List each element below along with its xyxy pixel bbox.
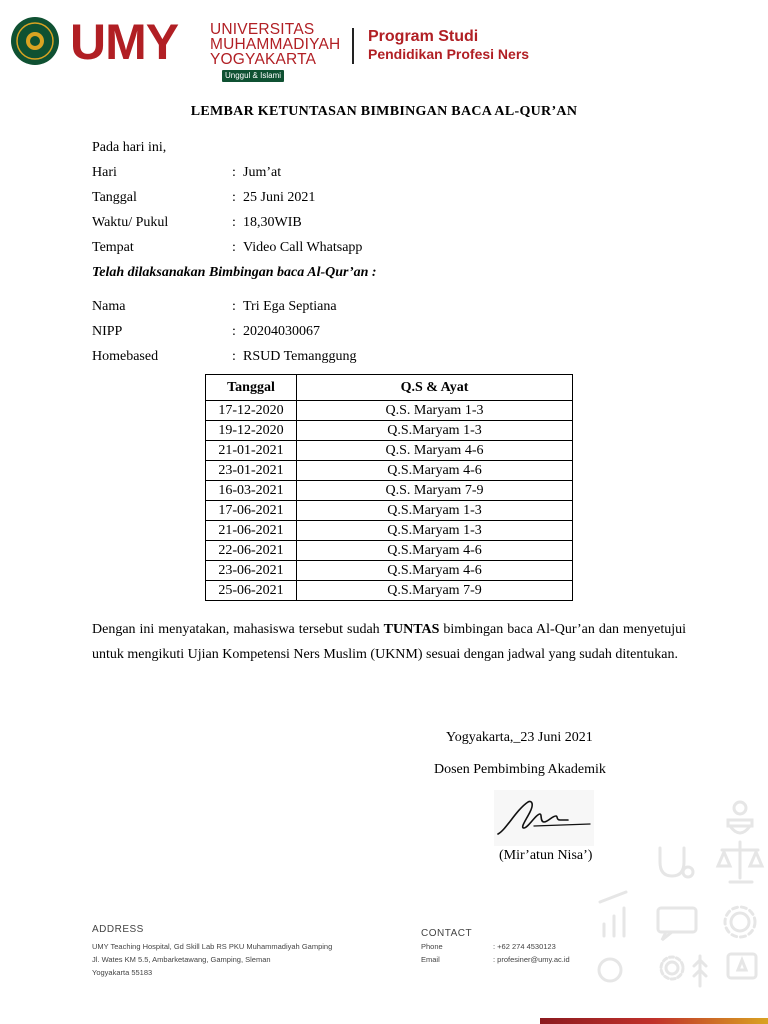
stethoscope-icon [660, 848, 693, 877]
table-cell: Q.S.Maryam 1-3 [297, 521, 573, 541]
table-row [206, 401, 573, 421]
place-date: Yogyakarta,_23 Juni 2021 [446, 730, 593, 745]
table-cell: 21-01-2021 [206, 441, 297, 461]
table-cell: Q.S.Maryam 1-3 [297, 501, 573, 521]
field-value: Tri Ega Septiana [243, 299, 337, 314]
program-name [368, 28, 529, 63]
contact-heading: CONTACT [421, 928, 473, 939]
field-label: Hari [92, 165, 117, 180]
university-seal-icon [10, 16, 60, 66]
university-name [210, 22, 340, 67]
field-value: 18,30WIB [243, 215, 302, 230]
field-label: Waktu/ Pukul [92, 215, 169, 230]
document-title: LEMBAR KETUNTASAN BIMBINGAN BACA AL-QUR’AN [190, 104, 578, 119]
address-line: UMY Teaching Hospital, Gd Skill Lab RS PKU Muhammadiyah Gamping [92, 942, 333, 951]
table-cell: 19-12-2020 [206, 421, 297, 441]
scale-icon [718, 842, 762, 882]
reading-schedule-table [205, 374, 573, 601]
table-cell: Q.S.Maryam 4-6 [297, 541, 573, 561]
table-row [206, 561, 573, 581]
table-cell: Q.S. Maryam 7-9 [297, 481, 573, 501]
table-cell: 17-12-2020 [206, 401, 297, 421]
table-cell: Q.S.Maryam 1-3 [297, 421, 573, 441]
table-cell: 23-06-2021 [206, 561, 297, 581]
field-colon: : [232, 190, 236, 205]
table-cell: 22-06-2021 [206, 541, 297, 561]
table-cell: 21-06-2021 [206, 521, 297, 541]
speech-icon [728, 954, 756, 978]
contact-label: Email [421, 955, 440, 964]
statement-text: Telah dilaksanakan Bimbingan baca Al-Qur’an : [92, 265, 377, 280]
table-cell: 25-06-2021 [206, 581, 297, 601]
address-line: Yogyakarta 55183 [92, 968, 153, 977]
gear-icon [725, 907, 755, 937]
table-header: Q.S & Ayat [297, 375, 573, 401]
address-heading: ADDRESS [92, 924, 144, 935]
university-name-line: MUHAMMADIYAH [210, 36, 341, 53]
field-label: Tanggal [92, 190, 137, 205]
field-colon: : [232, 349, 236, 364]
university-name-line: YOGYAKARTA [210, 51, 317, 68]
field-label: Homebased [92, 349, 159, 364]
mortar-pestle-icon [728, 802, 752, 833]
university-name-line: UNIVERSITAS [210, 21, 315, 38]
program-line: Pendidikan Profesi Ners [368, 46, 530, 62]
table-row [206, 481, 573, 501]
umy-logo: UMY [70, 14, 179, 70]
table-row [206, 441, 573, 461]
contact-labels [421, 940, 443, 966]
closing-text: bimbingan baca Al-Qur’an dan menyetujui untuk mengikuti Ujian Kompetensi Ners Muslim (UKNM) sesuai dengan jadwal yang sudah ditentukan. [92, 622, 686, 662]
table-cell: Q.S.Maryam 4-6 [297, 461, 573, 481]
table-cell: Q.S. Maryam 1-3 [297, 401, 573, 421]
contact-email: : profesiner@umy.ac.id [493, 955, 570, 964]
field-value: RSUD Temanggung [243, 349, 357, 364]
field-label: NIPP [92, 324, 123, 339]
tuntas-emphasis: TUNTAS [383, 622, 440, 637]
table-cell: Q.S. Maryam 4-6 [297, 441, 573, 461]
table-cell: Q.S.Maryam 7-9 [297, 581, 573, 601]
address-block [92, 940, 332, 979]
field-value: 25 Juni 2021 [243, 190, 316, 205]
closing-text: Dengan ini menyatakan, mahasiswa tersebut sudah [92, 622, 384, 637]
field-colon: : [232, 240, 236, 255]
field-colon: : [232, 299, 236, 314]
table-row [206, 421, 573, 441]
closing-paragraph [92, 617, 686, 667]
contact-label: Phone [421, 942, 443, 951]
contact-values [493, 940, 570, 966]
table-row [206, 461, 573, 481]
table-cell: 16-03-2021 [206, 481, 297, 501]
table-cell: 23-01-2021 [206, 461, 297, 481]
field-label: Nama [92, 299, 126, 314]
table-cell: 17-06-2021 [206, 501, 297, 521]
chat-icon [658, 908, 696, 940]
table-cell: Q.S.Maryam 4-6 [297, 561, 573, 581]
table-row [206, 581, 573, 601]
chart-icon [600, 892, 626, 936]
tagline-badge: Unggul & Islami [222, 70, 284, 82]
table-row [206, 541, 573, 561]
brain-icon [599, 959, 621, 981]
table-row [206, 521, 573, 541]
wheat-icon [694, 956, 706, 986]
signature-image [494, 790, 594, 846]
intro-text: Pada hari ini, [92, 140, 167, 155]
letterhead [0, 0, 768, 90]
header-divider [352, 28, 354, 64]
gears-icon [661, 957, 683, 979]
field-value: Video Call Whatsapp [243, 240, 363, 255]
field-colon: : [232, 324, 236, 339]
table-header: Tanggal [206, 375, 297, 401]
contact-phone: : +62 274 4530123 [493, 942, 556, 951]
signer-role: Dosen Pembimbing Akademik [434, 762, 606, 777]
program-line: Program Studi [368, 28, 479, 45]
table-header-row [206, 375, 573, 401]
field-value: Jum’at [243, 165, 282, 180]
field-label: Tempat [92, 240, 134, 255]
signer-name: (Mir’atun Nisa’) [499, 848, 593, 863]
decorative-icons [590, 790, 768, 990]
table-row [206, 501, 573, 521]
footer-color-bar [540, 1018, 768, 1024]
address-line: Jl. Wates KM 5.5, Ambarketawang, Gamping, Sleman [92, 955, 271, 964]
field-value: 20204030067 [243, 324, 320, 339]
field-colon: : [232, 215, 236, 230]
field-colon: : [232, 165, 236, 180]
